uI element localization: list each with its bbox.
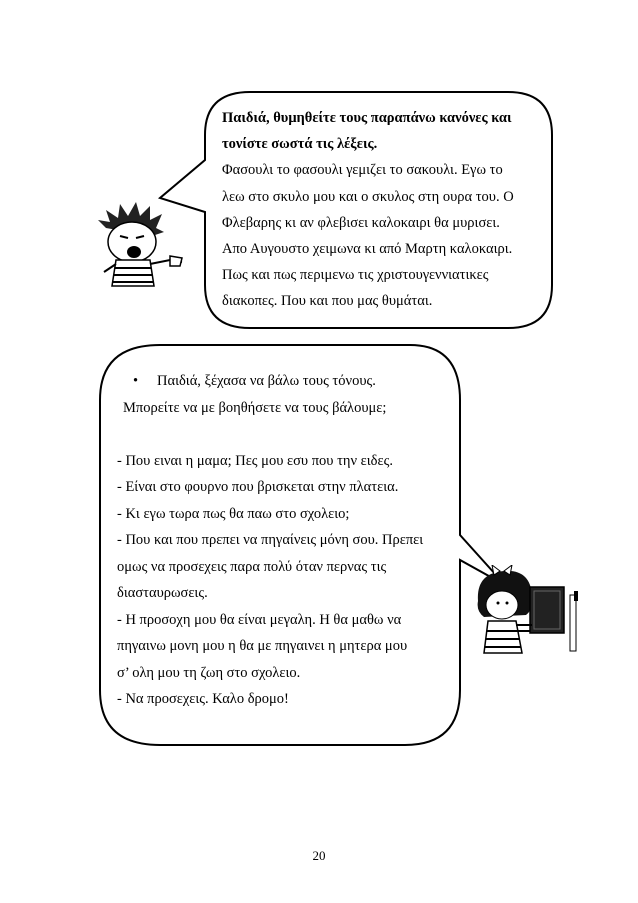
bullet-text: Παιδιά, ξέχασα να βάλω τους τόνους. [157, 373, 376, 389]
top-bubble-line: Φλεβαρης κι αν φλεβισει καλοκαιρι θα μυρισει. [222, 214, 500, 231]
top-bubble-heading-line-1: Παιδιά, θυμηθείτε τους παραπάνω κανόνες και [222, 110, 512, 126]
dialogue-line: - Η προσοχη μου θα είναι μεγαλη. Η θα μαθω να [117, 611, 402, 628]
bullet-item [117, 368, 457, 395]
dialogue-line: - Είναι στο φουρνο που βρισκεται στην πλατεια. [117, 479, 399, 495]
top-bubble-text [222, 105, 540, 315]
dialogue-line: - Να προσεχεις. Καλο δρομο! [117, 691, 289, 707]
dialogue-line: διασταυρωσεις. [117, 585, 208, 601]
top-bubble-heading-line-2: τονίστε σωστά τις λέξεις. [222, 136, 378, 153]
top-bubble-line: Πως και πως περιμενω τις χριστουγεννιατικες [222, 267, 489, 284]
top-bubble-line: λεω στο σκυλο μου και ο σκυλος στη ουρα του. Ο [222, 188, 514, 205]
dialogue-line: ομως να προσεχεις παρα πολύ όταν περνας τις [117, 558, 387, 575]
top-bubble-line: διακοπες. Που και που μας θυμάται. [222, 293, 433, 310]
dialogue-line: - Που ειναι η μαμα; Πες μου εσυ που την ειδες. [117, 452, 393, 469]
shouting-girl-pointing-icon [88, 198, 186, 290]
dialogue-line: σ’ ολη μου τη ζωη στο σχολειο. [117, 664, 301, 681]
dialogue-line: - Κι εγω τωρα πως θα παω στο σχολειο; [117, 505, 350, 522]
top-bubble-line: Φασουλι το φασουλι γεμιζει το σακουλι. Εγω το [222, 162, 503, 179]
bullet-text-continued: Μπορείτε να με βοηθήσετε να τους βάλουμε; [123, 399, 387, 416]
bottom-bubble-text [117, 368, 457, 713]
page-number: 20 [312, 848, 326, 863]
top-bubble-line: Απο Αυγουστο χειμωνα κι από Μαρτη καλοκαιρι. [222, 241, 513, 258]
bullet-icon: • [133, 373, 139, 389]
blank-line [117, 421, 457, 448]
dialogue-line: πηγαινω μονη μου η θα με πηγαινει η μητερα μου [117, 638, 408, 654]
girl-reading-book-icon [470, 565, 582, 655]
dialogue-line: - Που και που πρεπει να πηγαίνεις μόνη σου. Πρεπει [117, 532, 424, 548]
